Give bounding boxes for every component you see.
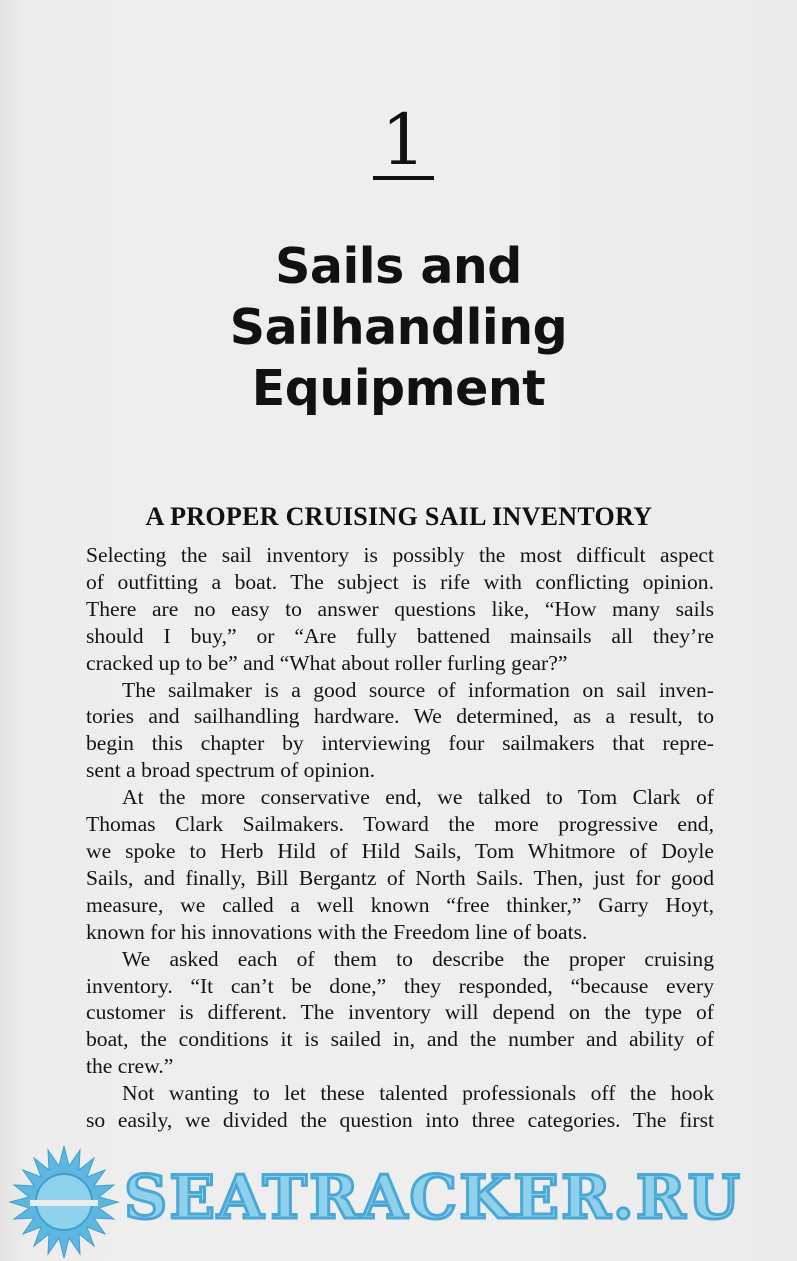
text-line: Selecting the sail inventory is possibly the most difficult aspect: [86, 543, 714, 567]
text-line: The sailmaker is a good source of information on sail inven-: [122, 677, 714, 702]
text-line: so easily, we divided the question into three categories. The first: [86, 1108, 714, 1133]
text-line: measure, we called a well known “free thinker,” Garry Hoyt,: [86, 892, 714, 917]
text-line: At the more conservative end, we talked to Tom Clark of: [122, 785, 714, 810]
text-line: should I buy,” or “Are fully battened mainsails all they’re: [86, 623, 714, 648]
text-line: Sails, and finally, Bill Bergantz of North Sails. Then, just for good: [86, 865, 714, 890]
watermark-text: SEATRACKER.RU: [124, 1163, 742, 1233]
text-line: tories and sailhandling hardware. We determined, as a result, to: [86, 704, 714, 729]
chapter-number: [0, 100, 797, 180]
chapter-title-line: Equipment: [251, 360, 546, 417]
chapter-title-line: Sails and: [275, 238, 522, 295]
text-line: boat, the conditions it is sailed in, and the number and ability of: [86, 1027, 714, 1052]
text-line: customer is different. The inventory will depend on the type of: [86, 1000, 714, 1025]
text-line: There are no easy to answer questions like, “How many sails: [86, 596, 714, 621]
chapter-number-text: 1: [373, 104, 434, 180]
chapter-title-line: Sailhandling: [229, 299, 568, 356]
text-line: we spoke to Herb Hild of Hild Sails, Tom Whitmore of Doyle: [86, 838, 714, 863]
text-line: of outfitting a boat. The subject is rife with conflicting opinion.: [86, 569, 714, 594]
text-line: We asked each of them to describe the proper cruising: [122, 946, 714, 971]
section-heading: A PROPER CRUISING SAIL INVENTORY: [145, 502, 653, 531]
text-line: cracked up to be” and “What about roller furling gear?”: [86, 650, 568, 675]
text-line: sent a broad spectrum of opinion.: [86, 758, 376, 783]
body-text: [86, 542, 714, 1134]
chapter-title: [0, 236, 797, 419]
text-line: Thomas Clark Sailmakers. Toward the more progressive end,: [86, 812, 714, 837]
text-line: begin this chapter by interviewing four sailmakers that repre-: [86, 731, 714, 756]
text-line: known for his innovations with the Freedom line of boats.: [86, 919, 588, 944]
text-line: Not wanting to let these talented professionals off the hook: [122, 1081, 714, 1106]
text-line: the crew.”: [86, 1054, 174, 1079]
text-line: inventory. “It can’t be done,” they responded, “because every: [86, 973, 714, 998]
sun-icon: [10, 1146, 118, 1258]
